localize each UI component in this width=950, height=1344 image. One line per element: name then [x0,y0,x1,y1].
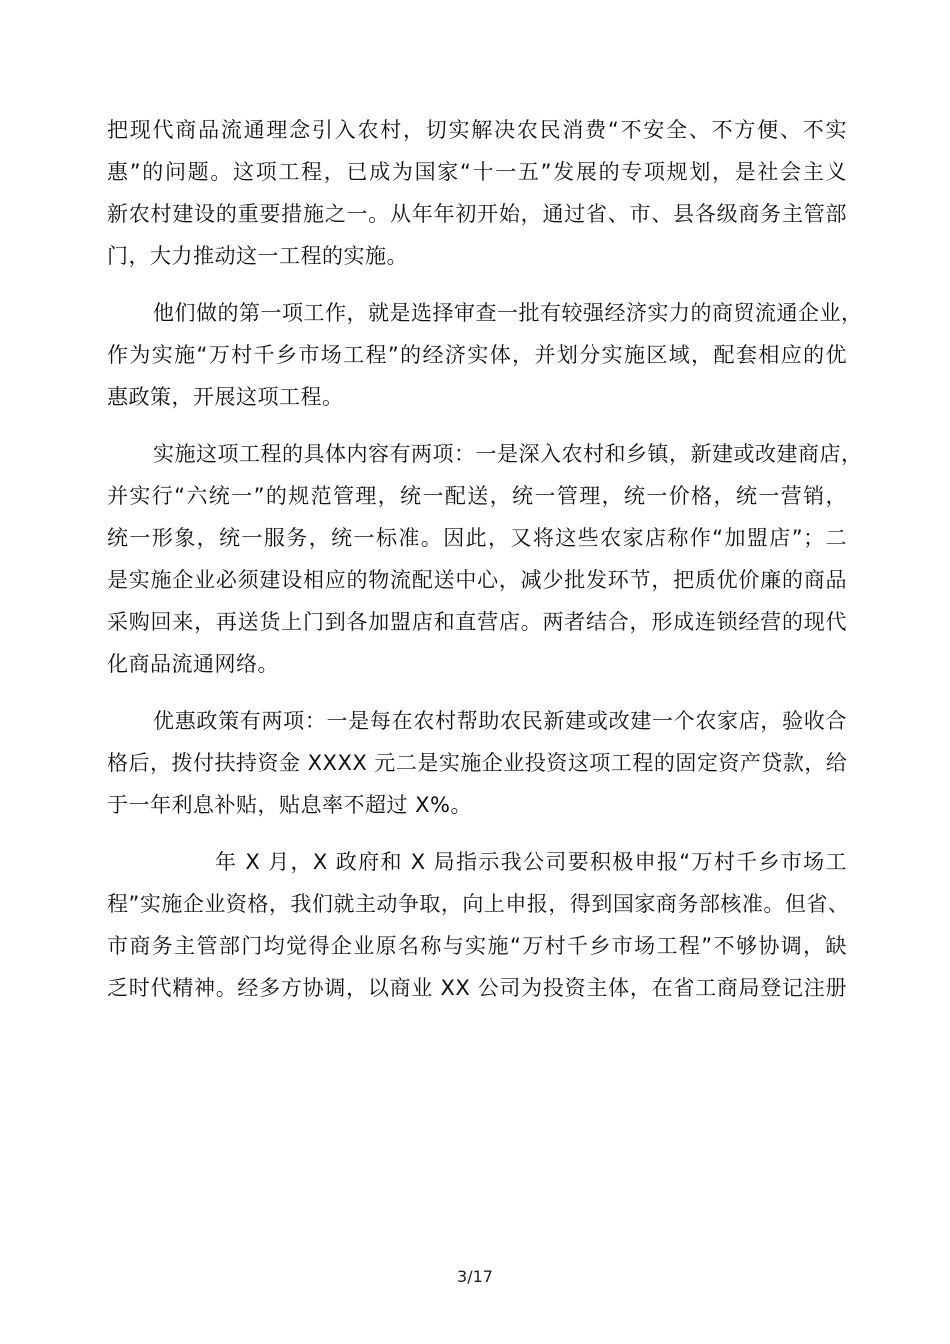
paragraph-5 [107,849,850,1002]
paragraph-2 [107,300,863,411]
text-line: 惠”的问题。这项工程，已成为国家“十一五”发展的专项规划，是社会主义 [107,160,847,184]
text-line: 格后，拨付扶持资金 XXXX 元二是实施企业投资这项工程的固定资产贷款，给 [107,751,848,775]
paragraph-3 [107,441,863,678]
text-line: 是实施企业必须建设相应的物流配送中心，减少批发环节，把质优价廉的商品 [107,568,847,592]
text-line: 市商务主管部门均觉得企业原名称与实施“万村千乡市场工程”不够协调，缺 [107,934,847,958]
text-line: 统一形象，统一服务，统一标准。因此，又将这些农家店称作“加盟店”；二 [107,526,847,550]
text-line: 于一年利息补贴，贴息率不超过 X%。 [107,793,473,817]
text-line: 作为实施“万村千乡市场工程”的经济实体，并划分实施区域，配套相应的优 [107,343,847,367]
text-line: 把现代商品流通理念引入农村，切实解决农民消费“不安全、不方便、不实 [107,118,847,142]
document-body [107,117,863,1032]
text-line: 年 X 月，X 政府和 X 局指示我公司要积极申报“万村千乡市场工 [215,850,847,874]
text-line: 惠政策，开展这项工程。 [107,385,344,409]
paragraph-4 [107,708,847,819]
text-line: 乏时代精神。经多方协调，以商业 XX 公司为投资主体，在省工商局登记注册 [107,976,847,1000]
text-line: 并实行“六统一”的规范管理，统一配送，统一管理，统一价格，统一营销， [107,484,847,508]
text-line: 优惠政策有两项：一是每在农村帮助农民新建或改建一个农家店，验收合 [153,709,847,733]
text-line: 采购回来，再送货上门到各加盟店和直营店。两者结合，形成连锁经营的现代 [107,610,847,634]
text-line: 程”实施企业资格，我们就主动争取，向上申报，得到国家商务部核准。但省、 [107,892,850,916]
page-number: 3/17 [457,1267,493,1286]
text-line: 化商品流通网络。 [107,652,279,676]
text-line: 门，大力推动这一工程的实施。 [107,244,408,268]
paragraph-1 [107,117,847,270]
text-line: 新农村建设的重要措施之一。从年年初开始，通过省、市、县各级商务主管部 [107,202,847,226]
text-line: 他们做的第一项工作，就是选择审查一批有较强经济实力的商贸流通企业， [153,301,863,325]
text-line: 实施这项工程的具体内容有两项：一是深入农村和乡镇，新建或改建商店， [153,442,863,466]
